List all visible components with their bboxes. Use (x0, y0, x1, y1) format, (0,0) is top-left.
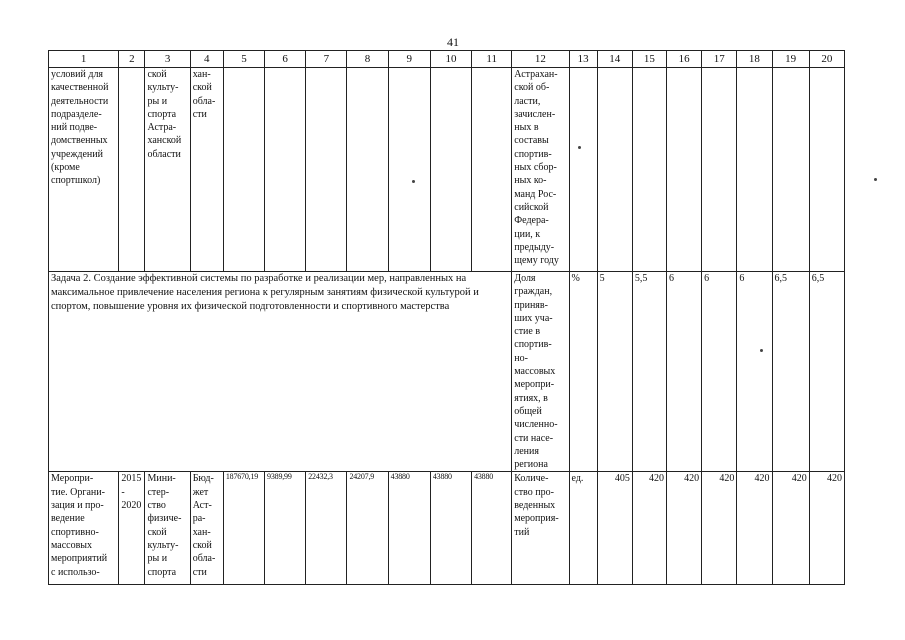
value-cell: 6,5 (772, 272, 809, 472)
source-cell: хан- ской обла- сти (190, 68, 223, 272)
table-cell (597, 68, 632, 272)
value-cell: 6 (667, 272, 702, 472)
table-cell (430, 68, 471, 272)
col-header: 1 (49, 51, 119, 68)
executor-cell: ской культу- ры и спорта Астра- ханской области (145, 68, 190, 272)
measure-cell: Меропри- тие. Органи- зация и про- ведение спортивно- массовых мероприятий с использо- (49, 472, 119, 585)
period-cell: 2015 - 2020 (119, 472, 145, 585)
value-cell: 420 (632, 472, 666, 585)
table-cell (223, 68, 264, 272)
header-row (49, 51, 845, 68)
col-header: 2 (119, 51, 145, 68)
col-header: 17 (702, 51, 737, 68)
table-cell (306, 68, 347, 272)
task-heading: Задача 2. Создание эффективной системы по разработке и реализации мер, направленных на максимальное привлечение населения региона к регулярным занятиям физической культурой и спортом, повышение уровня их физической подготовленности и спортивного мастерства (49, 272, 512, 472)
col-header: 7 (306, 51, 347, 68)
table-cell (667, 68, 702, 272)
program-table (48, 50, 845, 585)
col-header: 4 (190, 51, 223, 68)
measure-cell: условий для качественной деятельности подразделе- ний подве- домственных учреждений (кроме спортшкол) (49, 68, 119, 272)
table-cell (347, 68, 388, 272)
source-cell: Бюд- жет Аст- ра- хан- ской обла- сти (190, 472, 223, 585)
col-header: 6 (265, 51, 306, 68)
col-header: 12 (512, 51, 569, 68)
col-header: 19 (772, 51, 809, 68)
table-cell (772, 68, 809, 272)
table-cell (265, 68, 306, 272)
scan-speck (760, 349, 763, 352)
funding-cell: 43880 (430, 472, 471, 585)
funding-cell: 43880 (472, 472, 512, 585)
table-row (49, 272, 845, 472)
col-header: 15 (632, 51, 666, 68)
page-number: 41 (447, 35, 459, 49)
indicator-cell: Количе- ство про- веденных мероприя- тий (512, 472, 569, 585)
col-header: 14 (597, 51, 632, 68)
unit-cell: ед. (569, 472, 597, 585)
table-cell (119, 68, 145, 272)
funding-cell: 22432,3 (306, 472, 347, 585)
col-header: 16 (667, 51, 702, 68)
unit-cell: % (569, 272, 597, 472)
table-cell (702, 68, 737, 272)
table-cell (809, 68, 844, 272)
col-header: 8 (347, 51, 388, 68)
executor-cell: Мини- стер- ство физиче- ской культу- ры и спорта (145, 472, 190, 585)
col-header: 13 (569, 51, 597, 68)
col-header: 11 (472, 51, 512, 68)
col-header: 10 (430, 51, 471, 68)
scan-speck (578, 146, 581, 149)
funding-cell: 9389,99 (265, 472, 306, 585)
table-cell (388, 68, 430, 272)
table-cell (632, 68, 666, 272)
value-cell: 6 (737, 272, 772, 472)
value-cell: 5,5 (632, 272, 666, 472)
col-header: 18 (737, 51, 772, 68)
value-cell: 420 (702, 472, 737, 585)
col-header: 3 (145, 51, 190, 68)
table-cell (569, 68, 597, 272)
table-cell (472, 68, 512, 272)
value-cell: 420 (737, 472, 772, 585)
table-cell (737, 68, 772, 272)
table-row (49, 472, 845, 585)
scan-speck (874, 178, 877, 181)
scan-speck (412, 180, 415, 183)
indicator-cell: Астрахан- ской об- ласти, зачислен- ных в составы спортив- ных сбор- ных ко- манд Рос- сийской Федера- ции, к предыду- щему году (512, 68, 569, 272)
col-header: 5 (223, 51, 264, 68)
table-row (49, 68, 845, 272)
col-header: 20 (809, 51, 844, 68)
value-cell: 5 (597, 272, 632, 472)
value-cell: 420 (667, 472, 702, 585)
funding-total-cell: 187670,19 (223, 472, 264, 585)
funding-cell: 43880 (388, 472, 430, 585)
value-cell: 405 (597, 472, 632, 585)
value-cell: 6 (702, 272, 737, 472)
indicator-cell: Доля граждан, приняв- ших уча- стие в спортив- но- массовых меропри- ятиях, в общей численно- сти насе- ления региона (512, 272, 569, 472)
value-cell: 420 (809, 472, 844, 585)
value-cell: 420 (772, 472, 809, 585)
funding-cell: 24207,9 (347, 472, 388, 585)
col-header: 9 (388, 51, 430, 68)
value-cell: 6,5 (809, 272, 844, 472)
